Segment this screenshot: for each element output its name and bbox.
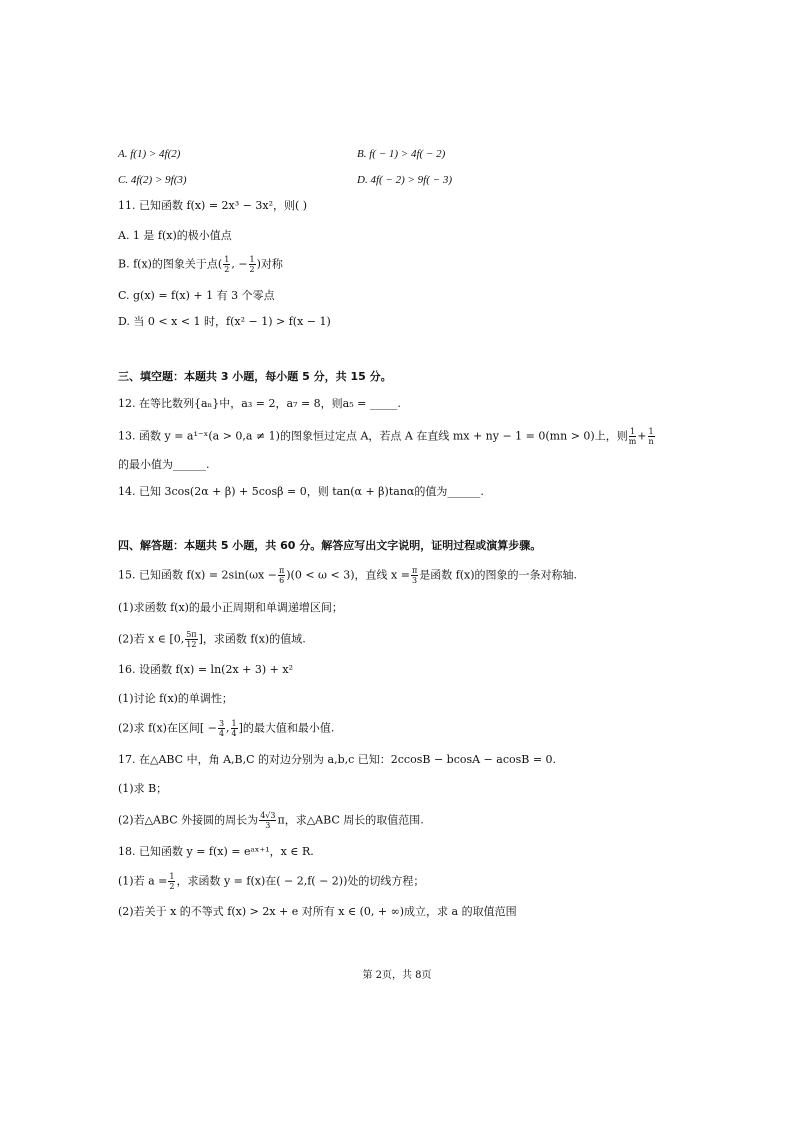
q13-line2: 的最小值为______. <box>118 458 210 471</box>
fraction <box>218 719 225 738</box>
denominator: 4 <box>231 729 237 738</box>
q11-option-b <box>118 255 283 274</box>
q16-part2 <box>118 719 334 738</box>
q11-option-c: C. g(x) = f(x) + 1 有 3 个零点 <box>118 289 275 302</box>
numerator: 5π <box>186 630 197 639</box>
q17-part1: (1)求 B； <box>118 782 168 795</box>
numerator: 1 <box>648 427 654 436</box>
denominator: 2 <box>224 265 230 274</box>
section-4-heading: 四、解答题：本题共 5 小题，共 60 分。解答应写出文字说明，证明过程或演算步骤。 <box>118 539 542 552</box>
fraction <box>249 255 256 274</box>
denominator: 2 <box>169 882 175 891</box>
denominator: 3 <box>412 576 418 585</box>
q10-option-a: A. f(1) > 4f(2) <box>118 148 181 160</box>
q17-stem: 17. 在△ABC 中，角 A,B,C 的对边分别为 a,b,c 已知：2ccosB − bcosA − acosB = 0. <box>118 753 557 766</box>
comma: , <box>226 721 230 735</box>
plus-sign: + <box>637 429 647 443</box>
fraction <box>231 719 238 738</box>
q11-b-mid: , − <box>231 257 248 271</box>
numerator: π <box>411 566 418 575</box>
denominator: 6 <box>279 576 285 585</box>
section-3-heading: 三、填空题：本题共 3 小题，每小题 5 分，共 15 分。 <box>118 370 392 383</box>
q17-p2-text: (2)若△ABC 外接圆的周长为 <box>118 813 259 827</box>
fraction <box>259 811 276 830</box>
q11-stem: 11. 已知函数 f(x) = 2x³ − 3x²，则( ) <box>118 199 308 212</box>
q18-part1 <box>118 872 424 891</box>
q18-p1-text: ，求函数 y = f(x)在( − 2,f( − 2))处的切线方程； <box>176 874 425 888</box>
fraction <box>185 630 197 649</box>
numerator: 1 <box>224 255 230 264</box>
q16-part1: (1)讨论 f(x)的单调性； <box>118 692 233 705</box>
numerator: 1 <box>629 427 636 436</box>
numerator: 3 <box>218 719 225 728</box>
fraction <box>223 255 230 274</box>
q15-text: 是函数 f(x)的图象的一条对称轴. <box>419 568 578 582</box>
page-footer: 第 2页，共 8页 <box>362 970 432 981</box>
q17-p2-text: π，求△ABC 周长的取值范围. <box>277 813 424 827</box>
q18-p1-text: (1)若 a = <box>118 874 168 888</box>
fraction <box>278 566 285 585</box>
q15-part1: (1)求函数 f(x)的最小正周期和单调递增区间； <box>118 601 343 614</box>
fraction <box>629 427 637 446</box>
q11-b-suffix: )对称 <box>256 257 283 271</box>
q13-line1 <box>118 427 656 446</box>
q11-b-prefix: B. f(x)的图象关于点( <box>118 257 223 271</box>
q18-stem: 18. 已知函数 y = f(x) = eᵃˣ⁺¹，x ∈ R. <box>118 845 314 858</box>
denominator: n <box>648 437 654 446</box>
fraction <box>648 427 655 446</box>
denominator: m <box>628 437 637 446</box>
denominator: 12 <box>186 640 197 649</box>
fraction <box>168 872 175 891</box>
q15-p2-text: ]，求函数 f(x)的值域. <box>198 632 306 646</box>
q16-stem: 16. 设函数 f(x) = ln(2x + 3) + x² <box>118 663 293 676</box>
q17-part2 <box>118 811 424 830</box>
q16-p2-text: ]的最大值和最小值. <box>238 721 335 735</box>
q15-part2 <box>118 630 306 649</box>
q16-p2-text: (2)求 f(x)在区间[ − <box>118 721 217 735</box>
q15-text: )(0 < ω < 3)，直线 x = <box>286 568 410 582</box>
numerator: π <box>278 566 285 575</box>
denominator: 4 <box>218 729 225 738</box>
numerator: 1 <box>169 872 175 881</box>
q14: 14. 已知 3cos(2α + β) + 5cosβ = 0，则 tan(α + β)tanα的值为______. <box>118 485 484 498</box>
denominator: 3 <box>265 821 271 830</box>
q15-stem <box>118 566 577 585</box>
q10-option-d: D. 4f( − 2) > 9f( − 3) <box>357 174 452 186</box>
numerator: 1 <box>231 719 237 728</box>
numerator: 4√3 <box>260 811 276 820</box>
q10-option-b: B. f( − 1) > 4f( − 2) <box>357 148 446 160</box>
q12: 12. 在等比数列{aₙ}中，a₃ = 2，a₇ = 8，则a₅ = _____. <box>118 397 401 410</box>
q11-option-a: A. 1 是 f(x)的极小值点 <box>118 229 232 242</box>
fraction <box>411 566 418 585</box>
q10-option-c: C. 4f(2) > 9f(3) <box>118 174 187 186</box>
q13-text: 13. 函数 y = a¹⁻ˣ(a > 0,a ≠ 1)的图象恒过定点 A，若点 A 在直线 mx + ny − 1 = 0(mn > 0)上，则 <box>118 429 628 443</box>
numerator: 1 <box>249 255 255 264</box>
q15-text: 15. 已知函数 f(x) = 2sin(ωx − <box>118 568 277 582</box>
q11-option-d: D. 当 0 < x < 1 时，f(x² − 1) > f(x − 1) <box>118 315 331 328</box>
q15-p2-text: (2)若 x ∈ [0, <box>118 632 185 646</box>
denominator: 2 <box>249 265 255 274</box>
q18-part2: (2)若关于 x 的不等式 f(x) > 2x + e 对所有 x ∈ (0, + ∞)成立，求 a 的取值范围 <box>118 905 517 918</box>
